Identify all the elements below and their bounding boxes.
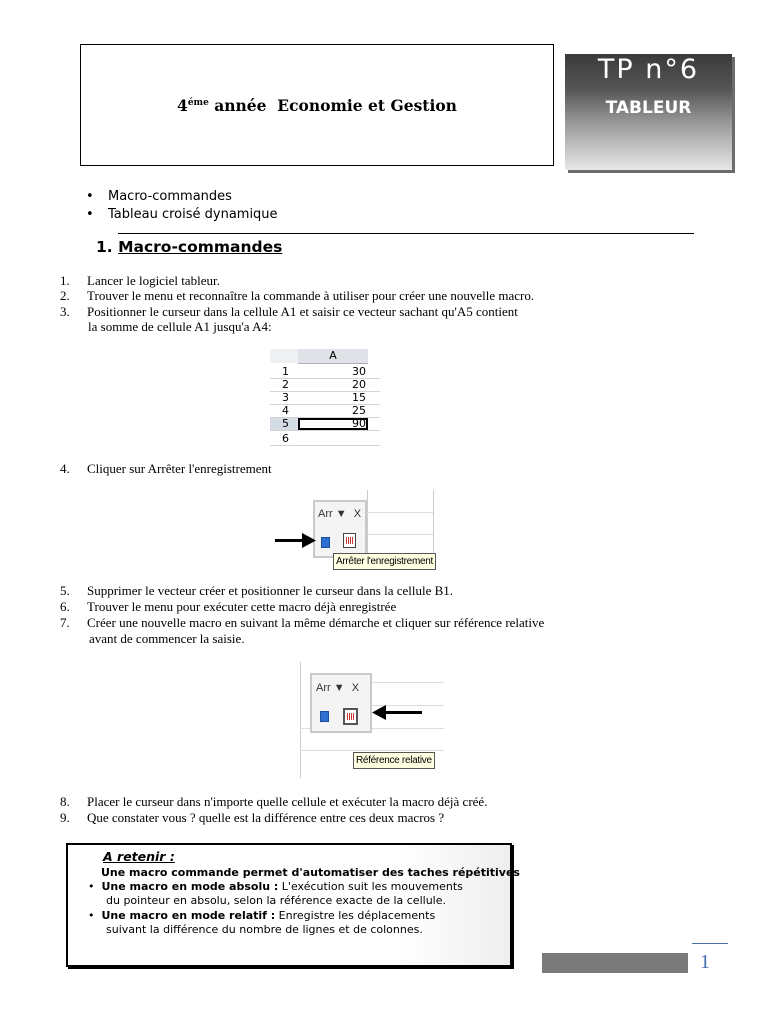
grid-line [370, 682, 444, 683]
sheet-row: 3 15 [270, 392, 380, 405]
active-cell [298, 418, 368, 430]
divider [118, 233, 694, 234]
summary-bullet-cont: du pointeur en absolu, selon la référence exacte de la cellule. [106, 894, 446, 907]
sheet-row: 1 30 [270, 366, 380, 379]
sheet-row: 2 20 [270, 379, 380, 392]
page-number: 1 [700, 951, 710, 973]
spreadsheet-figure [270, 349, 397, 460]
sheet-row: 6 [270, 433, 380, 446]
section-heading: 1. Macro-commandes [96, 238, 283, 256]
summary-title: A retenir : [103, 849, 175, 864]
grid-line [433, 490, 434, 560]
footer-line [692, 943, 728, 944]
tp-subject: TABLEUR [605, 98, 692, 118]
tp-number: TP n°6 [597, 54, 700, 85]
step-continuation: la somme de cellule A1 jusqu'a A4: [88, 319, 272, 334]
relative-reference-icon[interactable] [343, 533, 356, 548]
relative-reference-icon[interactable] [343, 708, 358, 725]
grid-line [300, 750, 444, 751]
topic-item: • Tableau croisé dynamique [86, 206, 278, 224]
sheet-row-selected: 5 90 [270, 418, 380, 431]
toolbar-title: Arr ▼ X [316, 682, 360, 694]
summary-bullet: • Une macro en mode relatif : Enregistre les déplacements [88, 909, 436, 922]
tooltip-relative-reference: Référence relative [353, 752, 435, 769]
summary-bullet-cont: suivant la différence du nombre de lignes et de colonnes. [106, 923, 423, 936]
topic-item: • Macro-commandes [86, 188, 278, 206]
sheet-corner [270, 349, 298, 363]
arrow-icon [384, 711, 422, 714]
topic-list [86, 188, 278, 224]
tooltip-stop-recording: Arrêter l'enregistrement [333, 553, 436, 570]
grid-line [367, 512, 433, 513]
grid-line [367, 490, 368, 560]
column-header: A [298, 349, 368, 364]
sheet-row: 4 25 [270, 405, 380, 418]
grid-line [300, 662, 301, 778]
arrow-head-icon [302, 533, 316, 548]
step-continuation: avant de commencer la saisie. [89, 631, 245, 646]
grid-line [367, 534, 433, 535]
summary-intro: Une macro commande permet d'automatiser des taches répétitives [101, 866, 520, 879]
stop-recording-icon[interactable] [321, 537, 330, 548]
stop-recording-icon[interactable] [320, 711, 329, 722]
summary-bullet: • Une macro en mode absolu : L'exécution suit les mouvements [88, 880, 463, 893]
page-title: $4^{éme}$ année Economie et Gestion [177, 96, 457, 115]
footer-bar [542, 953, 688, 973]
toolbar-title: Arr ▼ X [318, 508, 362, 520]
arrow-icon [275, 539, 305, 542]
